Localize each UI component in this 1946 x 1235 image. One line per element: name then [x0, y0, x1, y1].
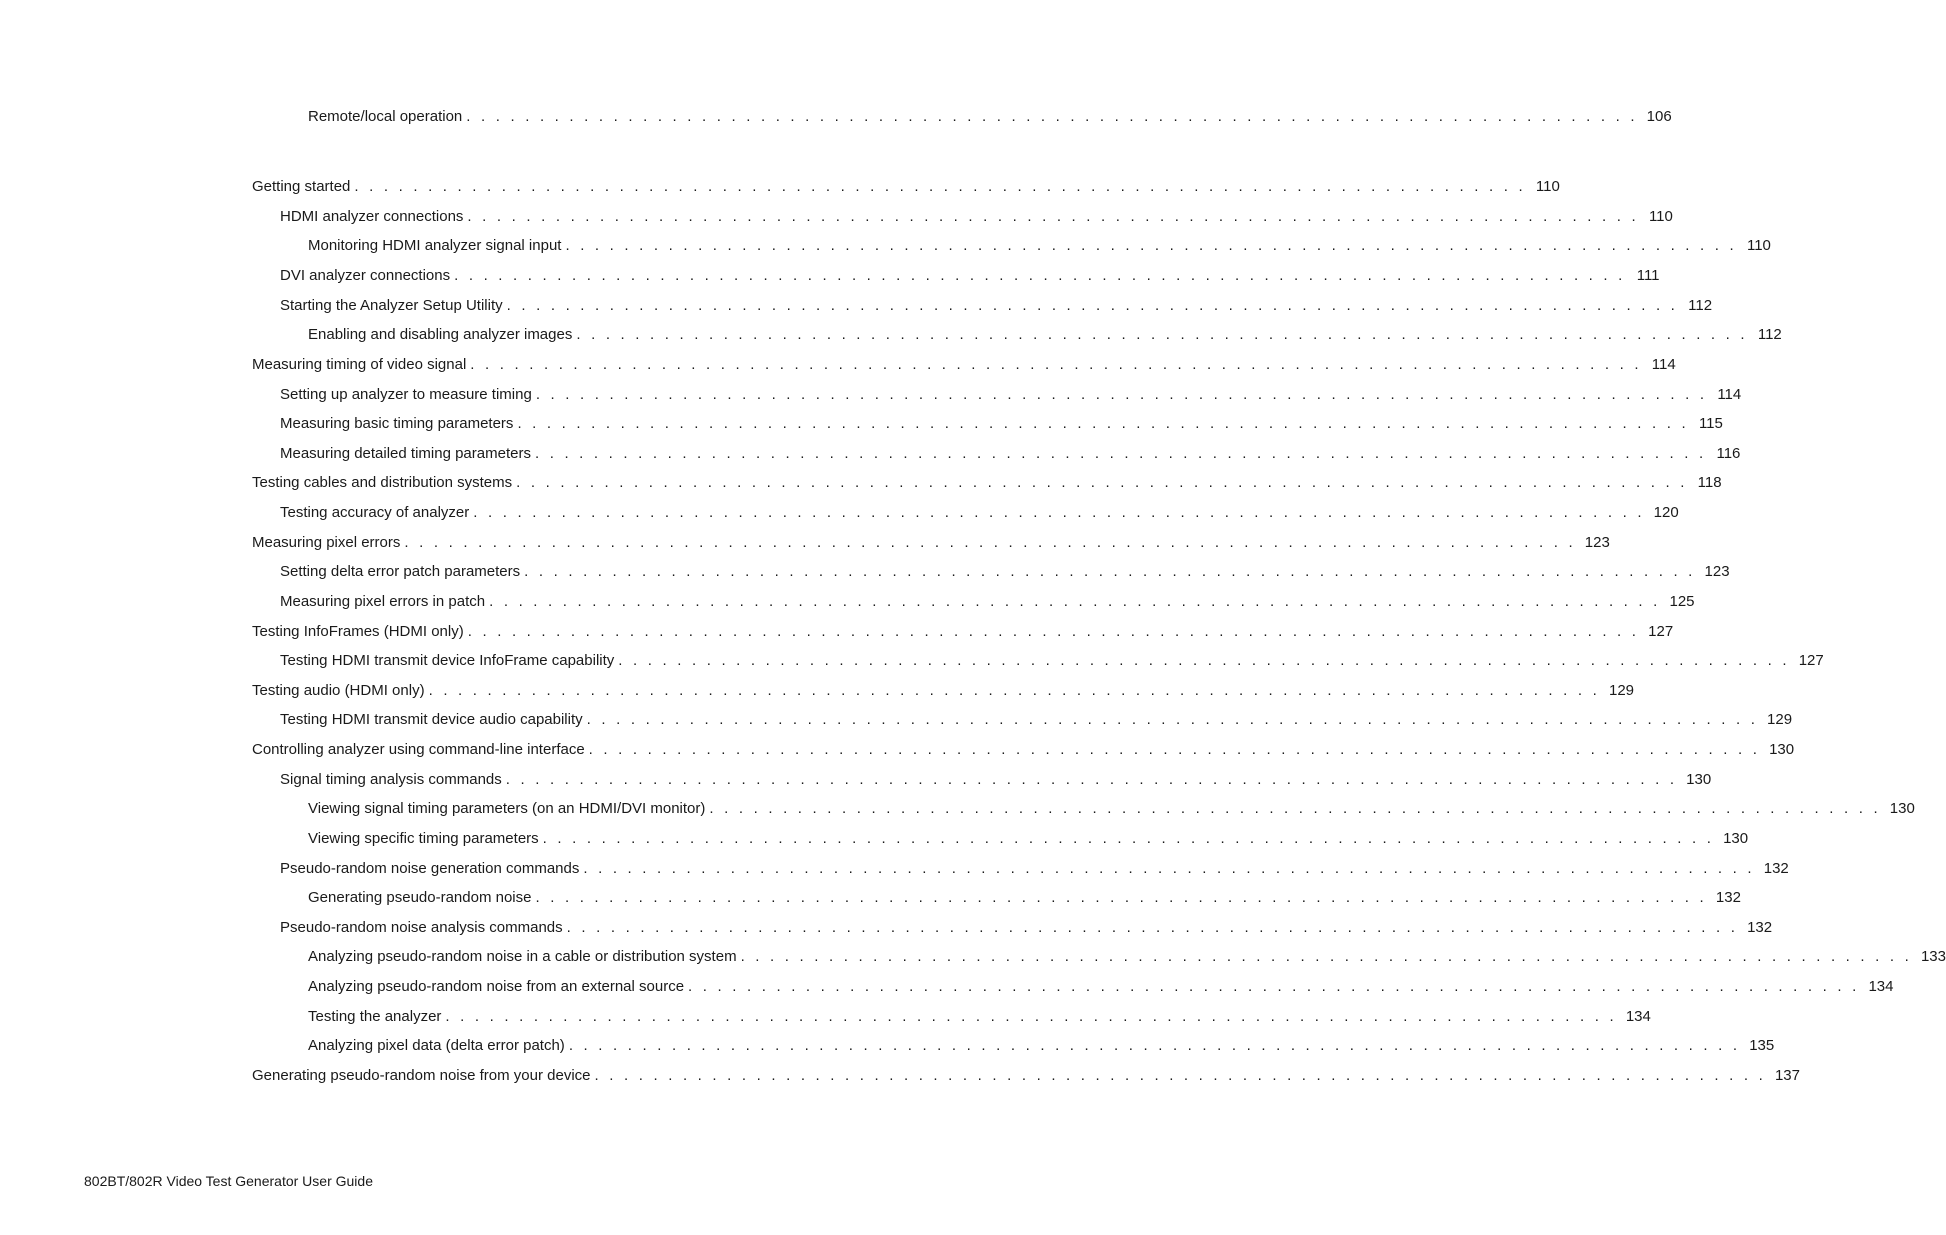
toc-dot-leader: . . . . . . . . . . . . . . . . . . . . . . . . . . . . . . . . . . . . . . . . . . . . . . . . . . . . . . . . . . . . . . . . . . . . . . . . . . . . . . . .	[576, 326, 1748, 343]
toc-dot-leader: . . . . . . . . . . . . . . . . . . . . . . . . . . . . . . . . . . . . . . . . . . . . . . . . . . . . . . . . . . . . . . . . . . . . . . . . . . . . . . . .	[535, 889, 1707, 906]
toc-entry-title: Viewing signal timing parameters (on an HDMI/DVI monitor)	[308, 800, 706, 817]
toc-entry-page-number: 130	[1723, 830, 1749, 847]
toc-entry-page-number: 114	[1651, 356, 1676, 373]
toc-entry[interactable]	[252, 355, 1676, 375]
toc-entry-title: Controlling analyzer using command-line interface	[252, 741, 585, 758]
toc-entry-page-number: 111	[1636, 267, 1660, 284]
toc-entry-title: Generating pseudo-random noise	[308, 889, 532, 906]
toc-entry-page-number: 123	[1584, 534, 1610, 551]
toc-entry-title: Testing HDMI transmit device audio capability	[280, 711, 583, 728]
toc-entry-title: Viewing specific timing parameters	[308, 830, 539, 847]
toc-entry-page-number: 110	[1535, 178, 1560, 195]
toc-dot-leader: . . . . . . . . . . . . . . . . . . . . . . . . . . . . . . . . . . . . . . . . . . . . . . . . . . . . . . . . . . . . . . . . . . . . . . . . . . . . . . . .	[588, 741, 1761, 758]
toc-dot-leader: . . . . . . . . . . . . . . . . . . . . . . . . . . . . . . . . . . . . . . . . . . . . . . . . . . . . . . . . . . . . . . . . . . . . . . . . . . . . . . . .	[688, 978, 1860, 995]
toc-dot-leader: . . . . . . . . . . . . . . . . . . . . . . . . . . . . . . . . . . . . . . . . . . . . . . . . . . . . . . . . . . . . . . . . . . . . . . . . . . . . . . . .	[470, 356, 1642, 373]
toc-dot-leader: . . . . . . . . . . . . . . . . . . . . . . . . . . . . . . . . . . . . . . . . . . . . . . . . . . . . . . . . . . . . . . . . . . . . . . . . . . . . . . . .	[517, 415, 1689, 432]
toc-entry-page-number: 137	[1774, 1067, 1800, 1084]
toc-entry-title: Enabling and disabling analyzer images	[308, 326, 573, 343]
toc-dot-leader: . . . . . . . . . . . . . . . . . . . . . . . . . . . . . . . . . . . . . . . . . . . . . . . . . . . . . . . . . . . . . . . . . . . . . . . . . . . . . . . .	[535, 386, 1708, 403]
toc-entry-title: Measuring timing of video signal	[252, 356, 467, 373]
toc-dot-leader: . . . . . . . . . . . . . . . . . . . . . . . . . . . . . . . . . . . . . . . . . . . . . . . . . . . . . . . . . . . . . . . . . . . . . . . . . . . . . . . .	[516, 474, 1688, 491]
toc-entry-title: Remote/local operation	[308, 108, 463, 125]
toc-entry-page-number: 125	[1669, 593, 1695, 610]
toc-entry[interactable]	[280, 651, 1824, 671]
toc-entry-page-number: 110	[1648, 208, 1673, 225]
toc-entry-title: Setting up analyzer to measure timing	[280, 386, 532, 403]
toc-dot-leader: . . . . . . . . . . . . . . . . . . . . . . . . . . . . . . . . . . . . . . . . . . . . . . . . . . . . . . . . . . . . . . . . . . . . . . . . . . . . . . . .	[568, 1037, 1741, 1054]
toc-entry[interactable]	[280, 207, 1673, 227]
toc-dot-leader: . . . . . . . . . . . . . . . . . . . . . . . . . . . . . . . . . . . . . . . . . . . . . . . . . . . . . . . . . . . . . . . . . . . . . . . . . . . . . . . .	[467, 623, 1640, 640]
toc-entry-page-number: 130	[1889, 800, 1915, 817]
toc-entry-title: Generating pseudo-random noise from your device	[252, 1067, 591, 1084]
toc-entry-page-number: 127	[1648, 623, 1674, 640]
toc-dot-leader: . . . . . . . . . . . . . . . . . . . . . . . . . . . . . . . . . . . . . . . . . . . . . . . . . . . . . . . . . . . . . . . . . . . . . . . . . . . . . . . .	[354, 178, 1526, 195]
toc-entry-page-number: 123	[1704, 563, 1730, 580]
toc-entry-title: Measuring pixel errors in patch	[280, 593, 486, 610]
toc-entry-page-number: 110	[1746, 237, 1771, 254]
toc-entry-page-number: 106	[1646, 108, 1672, 125]
toc-entry-page-number: 120	[1653, 504, 1679, 521]
toc-entry-page-number: 129	[1608, 682, 1635, 699]
toc-dot-leader: . . . . . . . . . . . . . . . . . . . . . . . . . . . . . . . . . . . . . . . . . . . . . . . . . . . . . . . . . . . . . . . . . . . . . . . . . . . . . . . .	[618, 652, 1790, 669]
toc-entry-title: Signal timing analysis commands	[280, 771, 502, 788]
toc-dot-leader: . . . . . . . . . . . . . . . . . . . . . . . . . . . . . . . . . . . . . . . . . . . . . . . . . . . . . . . . . . . . . . . . . . . . . . . . . . . . . . . .	[534, 445, 1707, 462]
toc-entry[interactable]	[280, 296, 1713, 316]
toc-dot-leader: . . . . . . . . . . . . . . . . . . . . . . . . . . . . . . . . . . . . . . . . . . . . . . . . . . . . . . . . . . . . . . . . . . . . . . . . . . . . . . . .	[467, 208, 1639, 225]
page-footer: 802BT/802R Video Test Generator User Guide	[84, 1173, 373, 1189]
toc-entry-title: Getting started	[252, 178, 351, 195]
toc-dot-leader: . . . . . . . . . . . . . . . . . . . . . . . . . . . . . . . . . . . . . . . . . . . . . . . . . . . . . . . . . . . . . . . . . . . . . . . . . . . . . . . .	[445, 1008, 1617, 1025]
toc-dot-leader: . . . . . . . . . . . . . . . . . . . . . . . . . . . . . . . . . . . . . . . . . . . . . . . . . . . . . . . . . . . . . . . . . . . . . . . . . . . . . . . .	[740, 948, 1912, 965]
toc-entry-title: Analyzing pseudo-random noise in a cable or distribution system	[308, 948, 737, 965]
toc-entry-page-number: 112	[1757, 326, 1782, 343]
toc-entry-title: Testing HDMI transmit device InfoFrame capability	[280, 652, 615, 669]
toc-dot-leader: . . . . . . . . . . . . . . . . . . . . . . . . . . . . . . . . . . . . . . . . . . . . . . . . . . . . . . . . . . . . . . . . . . . . . . . . . . . . . . . .	[709, 800, 1881, 817]
toc-entry[interactable]	[308, 325, 1782, 345]
toc-entry-title: HDMI analyzer connections	[280, 208, 464, 225]
toc-entry[interactable]	[252, 740, 1795, 760]
toc-entry-page-number: 135	[1749, 1037, 1775, 1054]
toc-entry-page-number: 132	[1715, 889, 1741, 906]
toc-entry-title: Measuring detailed timing parameters	[280, 445, 531, 462]
toc-entry-title: Testing InfoFrames (HDMI only)	[252, 623, 464, 640]
toc-entry[interactable]	[308, 829, 1749, 849]
toc-entry-title: Testing audio (HDMI only)	[252, 682, 425, 699]
toc-dot-leader: . . . . . . . . . . . . . . . . . . . . . . . . . . . . . . . . . . . . . . . . . . . . . . . . . . . . . . . . . . . . . . . . . . . . . . . . . . . . . . . .	[542, 830, 1715, 847]
toc-entry-title: Analyzing pseudo-random noise from an external source	[308, 978, 685, 995]
toc-entry[interactable]	[280, 385, 1742, 405]
toc-entry[interactable]	[252, 1066, 1800, 1086]
toc-entry-page-number: 129	[1767, 711, 1793, 728]
toc-entry[interactable]	[308, 1007, 1651, 1027]
toc-entry[interactable]	[280, 266, 1660, 286]
toc-entry-title: Setting delta error patch parameters	[280, 563, 521, 580]
toc-entry-title: Measuring basic timing parameters	[280, 415, 514, 432]
toc-entry[interactable]	[252, 533, 1610, 553]
toc-entry[interactable]	[308, 107, 1672, 127]
toc-dot-leader: . . . . . . . . . . . . . . . . . . . . . . . . . . . . . . . . . . . . . . . . . . . . . . . . . . . . . . . . . . . . . . . . . . . . . . . . . . . . . . . .	[524, 563, 1696, 580]
toc-entry-page-number: 118	[1697, 474, 1722, 491]
toc-entry-page-number: 130	[1686, 771, 1712, 788]
toc-entry[interactable]	[280, 562, 1730, 582]
toc-entry[interactable]	[280, 859, 1789, 879]
toc-entry[interactable]	[280, 710, 1793, 730]
toc-dot-leader: . . . . . . . . . . . . . . . . . . . . . . . . . . . . . . . . . . . . . . . . . . . . . . . . . . . . . . . . . . . . . . . . . . . . . . . . . . . . . . . .	[586, 711, 1759, 728]
toc-dot-leader: . . . . . . . . . . . . . . . . . . . . . . . . . . . . . . . . . . . . . . . . . . . . . . . . . . . . . . . . . . . . . . . . . . . . . . . . . . . . . . . .	[466, 108, 1638, 125]
toc-entry-page-number: 134	[1625, 1008, 1651, 1025]
toc-entry-page-number: 114	[1717, 386, 1742, 403]
toc-dot-leader: . . . . . . . . . . . . . . . . . . . . . . . . . . . . . . . . . . . . . . . . . . . . . . . . . . . . . . . . . . . . . . . . . . . . . . . . . . . . . . . .	[583, 860, 1755, 877]
toc-entry-title: Monitoring HDMI analyzer signal input	[308, 237, 562, 254]
toc-entry-title: Analyzing pixel data (delta error patch)	[308, 1037, 565, 1054]
toc-entry-page-number: 134	[1868, 978, 1894, 995]
toc-entry[interactable]	[308, 977, 1894, 997]
toc-entry-page-number: 112	[1688, 297, 1713, 314]
toc-entry-title: Starting the Analyzer Setup Utility	[280, 297, 503, 314]
toc-entry[interactable]	[252, 177, 1560, 197]
toc-entry-title: Pseudo-random noise analysis commands	[280, 919, 563, 936]
toc-dot-leader: . . . . . . . . . . . . . . . . . . . . . . . . . . . . . . . . . . . . . . . . . . . . . . . . . . . . . . . . . . . . . . . . . . . . . . . . . . . . . . . .	[505, 771, 1678, 788]
toc-dot-leader: . . . . . . . . . . . . . . . . . . . . . . . . . . . . . . . . . . . . . . . . . . . . . . . . . . . . . . . . . . . . . . . . . . . . . . . . . . . . . . . .	[566, 919, 1739, 936]
toc-dot-leader: . . . . . . . . . . . . . . . . . . . . . . . . . . . . . . . . . . . . . . . . . . . . . . . . . . . . . . . . . . . . . . . . . . . . . . . . . . . . . . . .	[454, 267, 1626, 284]
toc-entry[interactable]	[308, 236, 1771, 256]
toc-dot-leader: . . . . . . . . . . . . . . . . . . . . . . . . . . . . . . . . . . . . . . . . . . . . . . . . . . . . . . . . . . . . . . . . . . . . . . . . . . . . . . . .	[473, 504, 1645, 521]
toc-dot-leader: . . . . . . . . . . . . . . . . . . . . . . . . . . . . . . . . . . . . . . . . . . . . . . . . . . . . . . . . . . . . . . . . . . . . . . . . . . . . . . . .	[565, 237, 1737, 254]
toc-entry-title: DVI analyzer connections	[280, 267, 451, 284]
toc-entry-title: Testing accuracy of analyzer	[280, 504, 470, 521]
toc-dot-leader: . . . . . . . . . . . . . . . . . . . . . . . . . . . . . . . . . . . . . . . . . . . . . . . . . . . . . . . . . . . . . . . . . . . . . . . . . . . . . . . .	[594, 1067, 1766, 1084]
toc-entry-page-number: 130	[1769, 741, 1795, 758]
toc-entry[interactable]	[308, 1036, 1775, 1056]
toc-entry-title: Pseudo-random noise generation commands	[280, 860, 580, 877]
toc-dot-leader: . . . . . . . . . . . . . . . . . . . . . . . . . . . . . . . . . . . . . . . . . . . . . . . . . . . . . . . . . . . . . . . . . . . . . . . . . . . . . . . .	[506, 297, 1679, 314]
toc-entry-page-number: 115	[1698, 415, 1723, 432]
toc-entry[interactable]	[280, 503, 1679, 523]
toc-entry[interactable]	[280, 770, 1712, 790]
toc-entry-page-number: 116	[1716, 445, 1741, 462]
toc-entry[interactable]	[252, 622, 1674, 642]
toc-entry-page-number: 132	[1763, 860, 1789, 877]
toc-entry-title: Testing the analyzer	[308, 1008, 442, 1025]
toc-entry[interactable]	[280, 918, 1773, 938]
toc-entry[interactable]	[308, 947, 1946, 967]
toc-dot-leader: . . . . . . . . . . . . . . . . . . . . . . . . . . . . . . . . . . . . . . . . . . . . . . . . . . . . . . . . . . . . . . . . . . . . . . . . . . . . . . . .	[404, 534, 1576, 551]
toc-entry-page-number: 127	[1798, 652, 1824, 669]
toc-entry-title: Testing cables and distribution systems	[252, 474, 513, 491]
toc-entry[interactable]	[280, 444, 1741, 464]
toc-entry-title: Measuring pixel errors	[252, 534, 401, 551]
toc-entry[interactable]	[280, 414, 1723, 434]
toc-dot-leader: . . . . . . . . . . . . . . . . . . . . . . . . . . . . . . . . . . . . . . . . . . . . . . . . . . . . . . . . . . . . . . . . . . . . . . . . . . . . . . . .	[489, 593, 1661, 610]
toc-entry-page-number: 132	[1747, 919, 1773, 936]
toc-dot-leader: . . . . . . . . . . . . . . . . . . . . . . . . . . . . . . . . . . . . . . . . . . . . . . . . . . . . . . . . . . . . . . . . . . . . . . . . . . . . . . . .	[428, 682, 1601, 699]
toc-entry-page-number: 133	[1920, 948, 1946, 965]
toc-entry[interactable]	[308, 888, 1741, 908]
toc-entry[interactable]	[308, 799, 1915, 819]
toc-entry[interactable]	[252, 681, 1635, 701]
toc-entry[interactable]	[252, 473, 1722, 493]
toc-entry[interactable]	[280, 592, 1695, 612]
